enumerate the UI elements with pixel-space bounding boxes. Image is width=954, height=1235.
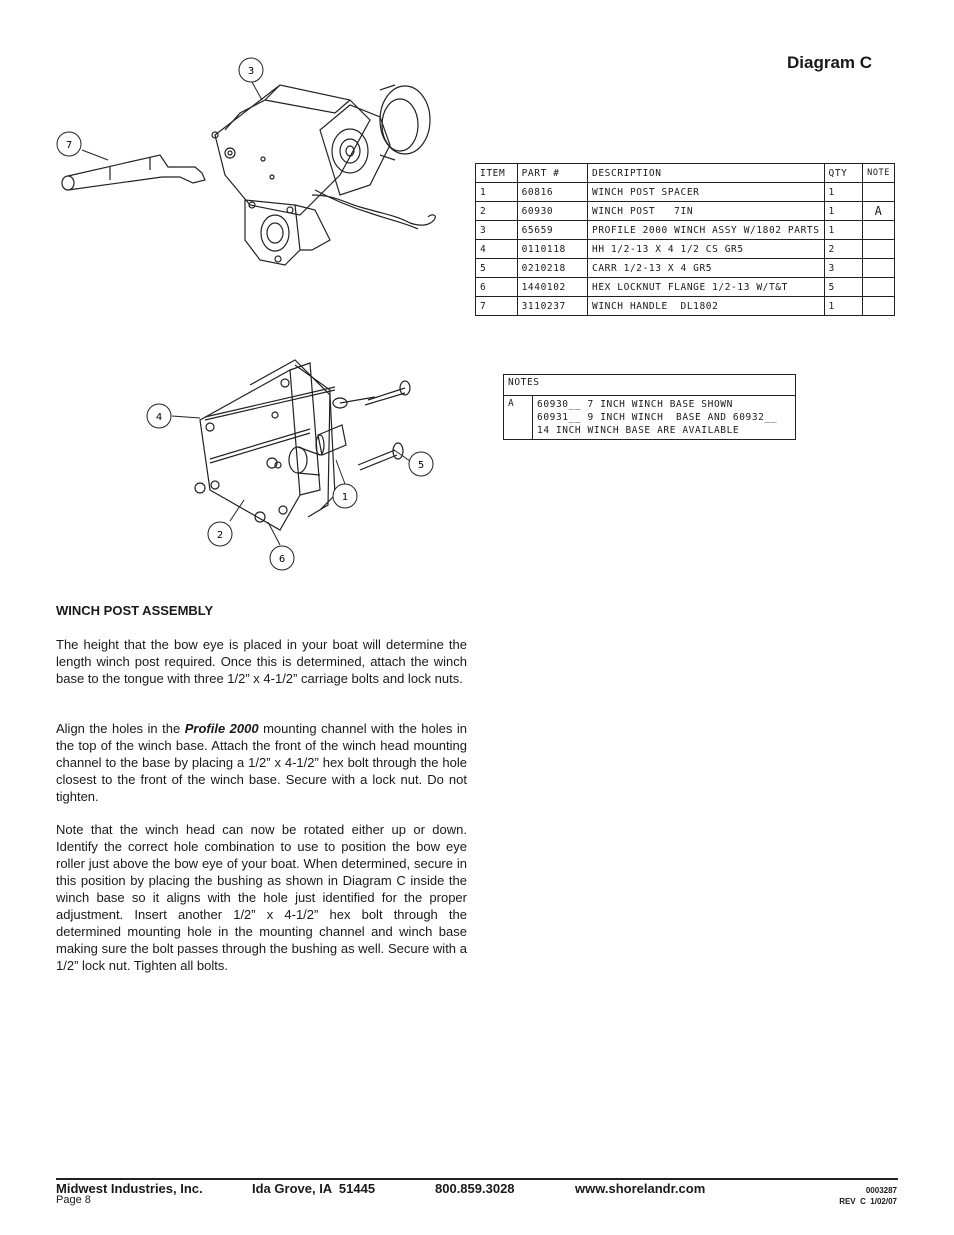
cell-part: 0210218 [517,259,587,278]
table-row [476,221,895,240]
cell-description: CARR 1/2-13 X 4 GR5 [588,259,825,278]
cell-description: WINCH POST 7IN [588,202,825,221]
note-line: 60931__ 9 INCH WINCH BASE AND 60932__ [537,412,778,423]
cell-note [863,259,895,278]
callout-7 [57,132,81,156]
cell-part: 60816 [517,183,587,202]
diagram-title: Diagram C [787,53,873,72]
page-number: Page 8 [56,1194,91,1206]
table-row [476,297,895,316]
cell-item: 7 [476,297,518,316]
cell-note: A [863,202,895,221]
paragraph-2-rest: mounting channel with the holes in the top of the winch base. Attach the front of the winch head mounting channel to the base by placing a 1/2” x 4-1/2” hex bolt through the hole closest to the front of the winch base. Secure with a lock nut. Do not tighten. [56,721,467,804]
col-header-item: ITEM [476,164,518,183]
svg-text:1: 1 [341,492,349,503]
footer-company: Midwest Industries, Inc. [56,1181,203,1196]
cell-part: 65659 [517,221,587,240]
note-line: 14 INCH WINCH BASE ARE AVAILABLE [537,425,740,436]
cell-part: 60930 [517,202,587,221]
paragraph-3: Note that the winch head can now be rotated either up or down. Identify the correct hole combination to use to position the bow eye roller just above the bow eye of your boat. When determined, secure in this position by placing the bushing as shown in Diagram C inside the winch base so it aligns with the hole just identified for the proper adjustment. Insert another 1/2” x 4-1/2” hex bolt through the determined mounting hole in the mounting channel and winch base making sure the bolt passes through the bushing as well. Secure with a 1/2” lock nut. Tighten all bolts. [56,822,467,973]
cell-item: 3 [476,221,518,240]
section-heading: WINCH POST ASSEMBLY [56,603,214,618]
document-revision: REV C 1/02/07 [839,1197,897,1206]
col-header-note: NOTE [863,164,895,183]
svg-text:6: 6 [278,554,286,565]
notes-table [503,374,796,440]
footer-phone: 800.859.3028 [435,1181,515,1196]
cell-description: HEX LOCKNUT FLANGE 1/2-13 W/T&T [588,278,825,297]
table-row [476,183,895,202]
cell-part: 0110118 [517,240,587,259]
cell-qty: 1 [824,202,863,221]
parts-table [475,163,895,316]
callout-3 [239,58,263,82]
svg-text:2: 2 [216,530,224,541]
footer-website: www.shorelandr.com [575,1181,706,1196]
footer-city: Ida Grove, IA 51445 [252,1181,376,1196]
cell-description: WINCH POST SPACER [588,183,825,202]
cell-description: PROFILE 2000 WINCH ASSY W/1802 PARTS [588,221,825,240]
col-header-qty: QTY [824,164,863,183]
cell-qty: 5 [824,278,863,297]
cell-item: 6 [476,278,518,297]
cell-item: 5 [476,259,518,278]
cell-part: 3110237 [517,297,587,316]
col-header-description: DESCRIPTION [588,164,825,183]
callout-5 [409,452,433,476]
callout-6 [270,546,294,570]
cell-note [863,240,895,259]
cell-qty: 1 [824,221,863,240]
svg-text:7: 7 [65,140,73,151]
cell-qty: 1 [824,183,863,202]
cell-note [863,278,895,297]
cell-qty: 3 [824,259,863,278]
table-row [504,396,796,440]
svg-text:3: 3 [247,66,255,77]
paragraph-2 [56,720,467,805]
cell-qty: 2 [824,240,863,259]
col-header-part: PART # [517,164,587,183]
callout-4 [147,404,171,428]
footer-divider [56,1178,898,1180]
note-key: A [504,396,533,440]
cell-description: WINCH HANDLE DL1802 [588,297,825,316]
notes-header: NOTES [504,375,796,396]
cell-note [863,221,895,240]
cell-description: HH 1/2-13 X 4 1/2 CS GR5 [588,240,825,259]
table-row [476,278,895,297]
note-line: 60930__ 7 INCH WINCH BASE SHOWN [537,399,733,410]
product-name-emphasis: Profile 2000 [184,721,259,736]
cell-note [863,297,895,316]
table-row [476,202,895,221]
table-row [476,259,895,278]
cell-item: 1 [476,183,518,202]
callout-1 [333,484,357,508]
document-number: 0003287 [865,1186,897,1195]
paragraph-2-start: Align the holes in the [56,721,185,736]
table-row [476,240,895,259]
cell-item: 2 [476,202,518,221]
note-text [533,396,796,440]
paragraph-1: The height that the bow eye is placed in your boat will determine the length winch post required. Once this is determined, attach the winch base to the tongue with three 1/2” x 4-1/2” carriage bolts and lock nuts. [56,637,467,686]
callout-2 [208,522,232,546]
cell-qty: 1 [824,297,863,316]
cell-part: 1440102 [517,278,587,297]
cell-item: 4 [476,240,518,259]
cell-note [863,183,895,202]
parts-table-header [476,164,895,183]
svg-text:5: 5 [417,460,425,471]
svg-text:4: 4 [155,412,163,423]
